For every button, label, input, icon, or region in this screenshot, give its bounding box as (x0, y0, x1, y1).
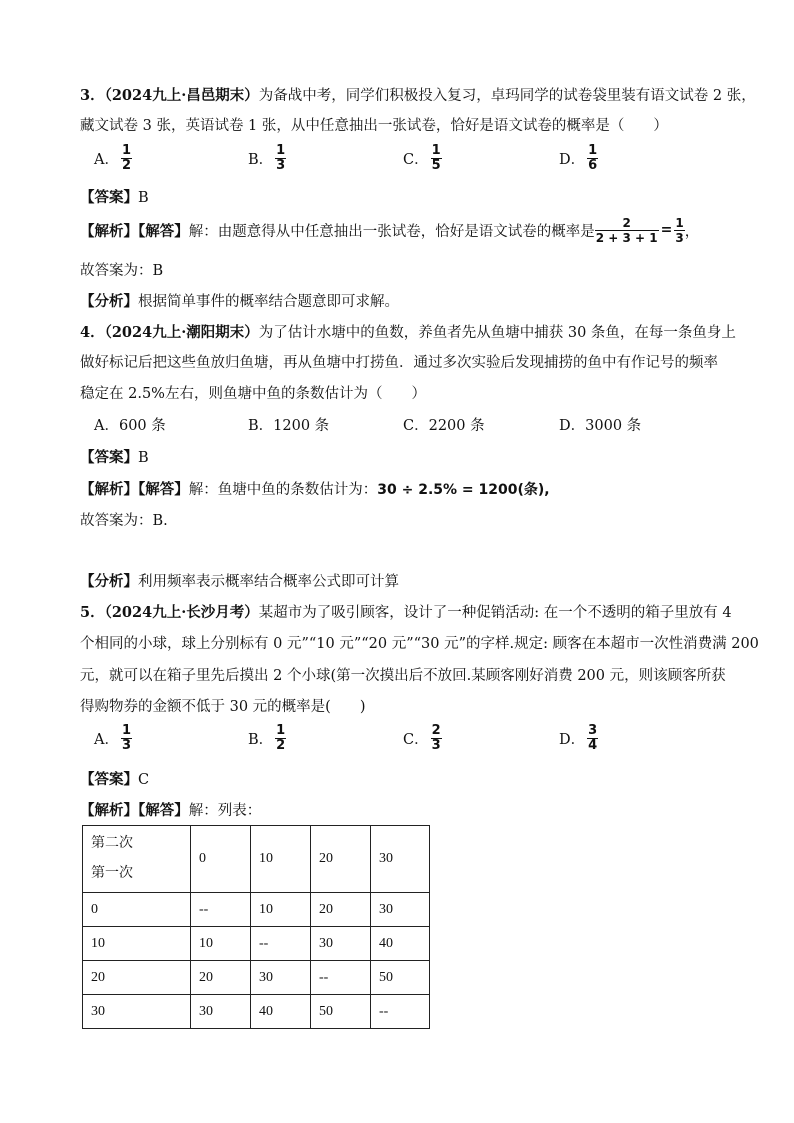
fraction: $\frac{1}{3}$ (276, 143, 286, 173)
question-text: 为备战中考，同学们积极投入复习，卓玛同学的试卷袋里装有语文试卷 2 张， (258, 88, 756, 104)
comment-line (80, 570, 399, 591)
table-row: 20 20 30 -- 50 (83, 961, 430, 995)
comment-line (80, 290, 399, 311)
conclusion-line: 故答案为：B (80, 263, 164, 279)
option-c: C． $\frac{1}{5}$ (403, 143, 441, 173)
comment-tag: 【分析】 (80, 573, 138, 590)
option-b: B． $\frac{1}{3}$ (248, 143, 286, 173)
option-c: C．2200 条 (403, 418, 485, 434)
question-source: （2024九上·潮阳期末） (104, 324, 259, 341)
analysis-line (80, 799, 261, 820)
option-a: A．600 条 (94, 418, 166, 434)
answer-line (80, 768, 149, 789)
question-5-line-4: 得购物券的金额不低于 30 元的概率是( ) (80, 699, 366, 715)
answer-tag: 【答案】 (80, 189, 138, 206)
table-row: 0 -- 10 20 30 (83, 893, 430, 927)
table-header-cell: 30 (371, 826, 430, 893)
equation: 30 ÷ 2.5% = 1200(条), (377, 482, 550, 498)
table-header-cell: 20 (311, 826, 371, 893)
table-row: 30 30 40 50 -- (83, 995, 430, 1029)
option-b: B． $\frac{1}{2}$ (248, 723, 286, 753)
answer-tag: 【答案】 (80, 771, 138, 788)
question-4-line-3: 稳定在 2.5%左右，则鱼塘中鱼的条数估计为（ ） (80, 386, 426, 402)
option-a: A． $\frac{1}{2}$ (94, 143, 132, 173)
answer-value: C (138, 772, 150, 788)
option-d: D． $\frac{3}{4}$ (559, 723, 598, 753)
analysis-text: 解：鱼塘中鱼的条数估计为： (188, 482, 378, 498)
analysis-text: 解：由题意得从中任意抽出一张试卷，恰好是语文试卷的概率是 (188, 223, 595, 240)
table-header-cell: 10 (251, 826, 311, 893)
fraction: $\frac{1}{2}$ (121, 143, 132, 173)
answer-line (80, 186, 149, 207)
question-text: 为了估计水塘中的鱼数，养鱼者先从鱼塘中捕获 30 条鱼，在每一条鱼身上 (258, 325, 736, 341)
fraction: $\frac{1}{5}$ (431, 143, 441, 173)
question-5-line-1 (80, 601, 732, 622)
fraction: $\frac{2}{3}$ (431, 723, 441, 753)
analysis-line (80, 478, 550, 499)
question-text: 某超市为了吸引顾客，设计了一种促销活动: 在一个不透明的箱子里放有 4 (258, 605, 732, 621)
conclusion-line: 故答案为：B. (80, 513, 168, 529)
analysis-tag: 【解析】【解答】 (80, 222, 189, 240)
question-3-line-2: 藏文试卷 3 张，英语试卷 1 张，从中任意抽出一张试卷，恰好是语文试卷的概率是（ ） (80, 118, 668, 134)
analysis-tag: 【解析】【解答】 (80, 802, 189, 819)
table-header-cell: 0 (191, 826, 251, 893)
question-4-line-2: 做好标记后把这些鱼放归鱼塘，再从鱼塘中打捞鱼．通过多次实验后发现捕捞的鱼中有作记号的频率 (80, 355, 718, 371)
result-fraction: $\frac{1}{3}$ (675, 215, 684, 245)
question-source: （2024九上·昌邑期末） (104, 87, 259, 104)
option-c: C． $\frac{2}{3}$ (403, 723, 441, 753)
question-3-line-1 (80, 84, 756, 105)
outcome-table (82, 825, 430, 1029)
analysis-tag: 【解析】【解答】 (80, 481, 189, 498)
fraction: $\frac{3}{4}$ (588, 723, 598, 753)
comment-tag: 【分析】 (80, 293, 138, 310)
table-row: 10 10 -- 30 40 (83, 927, 430, 961)
comment-text: 根据简单事件的概率结合题意即可求解。 (138, 294, 399, 310)
comment-text: 利用频率表示概率结合概率公式即可计算 (138, 574, 399, 590)
answer-value: B (138, 190, 149, 206)
fraction: $\frac{1}{2}$ (276, 723, 286, 753)
table-header-row (83, 826, 430, 893)
answer-tag: 【答案】 (80, 449, 138, 466)
option-d: D．3000 条 (559, 418, 642, 434)
question-4-line-1 (80, 321, 736, 342)
question-source: （2024九上·长沙月考） (104, 604, 259, 621)
question-number: 4． (80, 324, 105, 341)
fraction: $\frac{1}{6}$ (588, 143, 598, 173)
answer-value: B (138, 450, 149, 466)
answer-line (80, 446, 149, 467)
fraction: $\frac{1}{3}$ (121, 723, 132, 753)
question-number: 3． (80, 87, 105, 104)
analysis-line: 【解析】【解答】 解：由题意得从中任意抽出一张试卷，恰好是语文试卷的概率是 $\frac{2}{2 + 3 + 1}$ = $\frac{1}{3}$ ， (80, 215, 700, 245)
option-a: A． $\frac{1}{3}$ (94, 723, 132, 753)
equation-fraction: $\frac{2}{2 + 3 + 1}$ (595, 215, 658, 245)
question-number: 5． (80, 604, 105, 621)
table-corner-cell: 第二次 第一次 (83, 826, 191, 893)
question-5-line-3: 元，就可以在箱子里先后摸出 2 个小球(第一次摸出后不放回.某顾客刚好消费 200 元，则该顾客所获 (80, 668, 726, 684)
question-5-line-2: 个相同的小球，球上分别标有 0 元”“10 元”“20 元”“30 元”的字样.规定: 顾客在本超市一次性消费满 200 (80, 636, 759, 652)
option-d: D． $\frac{1}{6}$ (559, 143, 598, 173)
analysis-text: 解：列表： (188, 803, 262, 819)
option-b: B．1200 条 (248, 418, 330, 434)
